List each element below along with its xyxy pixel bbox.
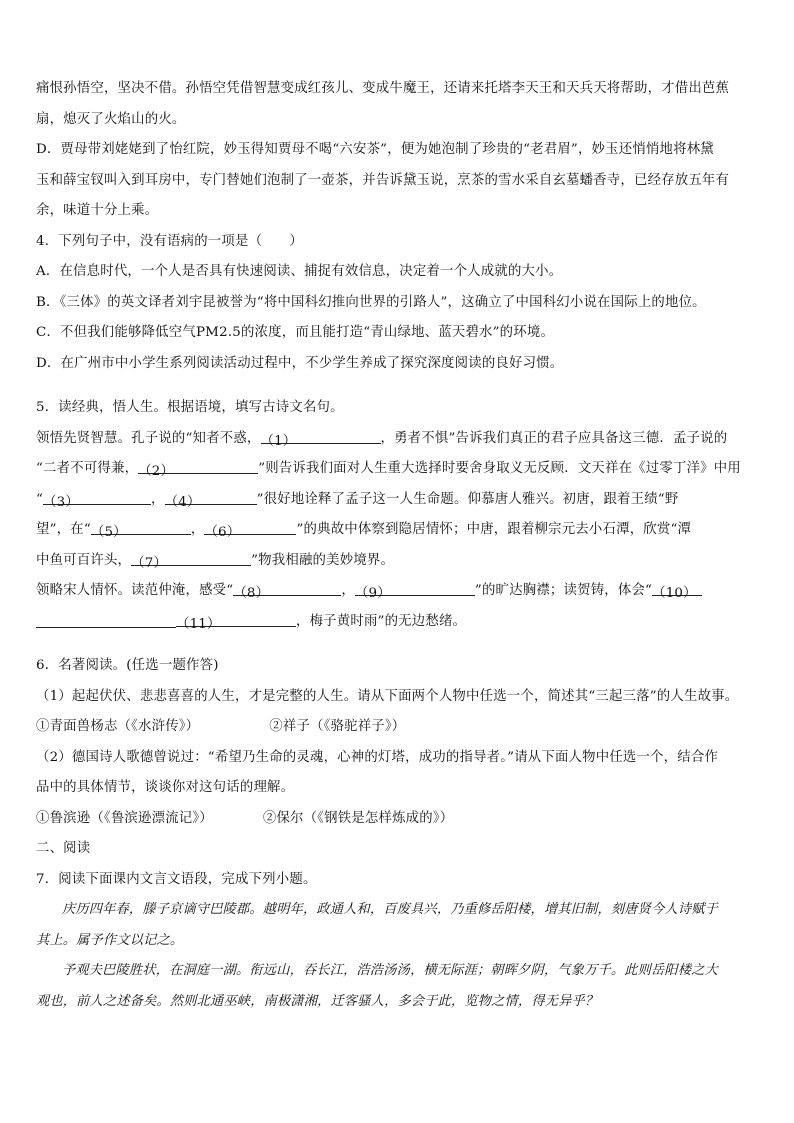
q3-option-d-line2: 玉和薛宝钗叫入到耳房中，专门替她们泡制了一壶茶，并告诉黛玉说，烹茶的雪水采自玄墓蟠香寺，已经存放五年有 <box>36 172 730 188</box>
fill-blank-11[interactable]: （11） <box>176 610 296 627</box>
q4-stem: 4．下列句子中，没有语病的一项是（ ） <box>36 233 303 249</box>
q5-text: ”的旷达胸襟；读贺铸，体会“ <box>474 583 653 598</box>
q5-line1 <box>36 424 758 455</box>
fill-blank-8[interactable]: （8） <box>233 579 341 596</box>
q6-part1-option2: ②祥子（《骆驼祥子》） <box>269 719 406 734</box>
q6-part1-options <box>36 712 758 743</box>
fill-blank-10-continued[interactable] <box>36 611 176 628</box>
q6-part2-line1: （2）德国诗人歌德曾说过：“希望乃生命的灵魂，心神的灯塔，成功的指导者。”请从下面人物中任选一个，结合作 <box>36 749 719 765</box>
exam-page <box>36 74 758 1017</box>
q5-text: ”很好地诠释了孟子这一人生命题。仰慕唐人雅兴。初唐，跟着王绩“野 <box>256 491 679 507</box>
q5-line4 <box>36 515 758 546</box>
q5-stem: 5．读经典，悟人生。根据语境，填写古诗文名句。 <box>36 400 344 415</box>
fill-blank-3[interactable]: （3） <box>43 488 151 505</box>
q7-stem: 7．阅读下面课内文言文语段，完成下列小题。 <box>36 871 317 887</box>
fill-blank-1[interactable]: （1） <box>261 427 381 444</box>
q6-part1-option1: ①青面兽杨志（《水浒传》） <box>36 719 200 734</box>
q6-part2-line2: 品中的具体情节，谈谈你对这句话的理解。 <box>36 780 295 795</box>
q5-line2 <box>36 454 758 485</box>
q5-text: ，梅子黄时雨”的无边愁绪。 <box>296 613 467 629</box>
fill-blank-7[interactable]: （7） <box>131 549 251 566</box>
q5-line6 <box>36 576 758 607</box>
q5-text: ”则告诉我们面对人生重大选择时要舍身取义无反顾．文天祥在《过零丁洋》中用 <box>258 461 741 476</box>
fill-blank-4[interactable]: （4） <box>165 488 257 505</box>
q6-part2-option2: ②保尔（《钢铁是怎样炼成的》） <box>262 810 454 826</box>
q5-text: “ <box>36 491 44 507</box>
q5-text: 中鱼可百许头， <box>36 552 132 568</box>
q5-text: 领悟先贤智慧。孔子说的“知者不惑， <box>36 430 261 446</box>
q6-part2-options <box>36 804 758 835</box>
q4-option-c: C．不但我们能够降低空气PM2.5的浓度，而且能打造“青山绿地、蓝天碧水”的环境。 <box>36 325 555 340</box>
q5-line5 <box>36 546 758 577</box>
q7-passage-line4: 观也，前人之述备矣。然则北通巫峡，南极潇湘，迁客骚人，多会于此，览物之情，得无异乎？ <box>36 993 599 1009</box>
fill-blank-5[interactable]: （5） <box>91 518 191 535</box>
q6-part2-option1: ①鲁滨逊（《鲁滨逊漂流记》） <box>36 810 213 826</box>
q7-passage-line1: 庆历四年春，滕子京谪守巴陵郡。越明年，政通人和，百废具兴，乃重修岳阳楼，增其旧制，刻唐贤今人诗赋于 <box>62 902 718 917</box>
section-heading: 二、阅读 <box>36 841 91 856</box>
q5-text: ”的典故中体察到隐居情怀；中唐，跟着柳宗元去小石潭，欣赏“潭 <box>296 522 692 537</box>
fill-blank-9[interactable]: （9） <box>355 579 475 596</box>
q5-text: ”物我相融的美妙境界。 <box>251 552 395 568</box>
q4-option-b: B．《三体》的英文译者刘宇昆被誉为“将中国科幻推向世界的引路人”，这确立了中国科幻小说在国际上的地位。 <box>36 294 706 310</box>
fill-blank-2[interactable]: （2） <box>138 457 258 474</box>
q5-text: 望”，在“ <box>36 522 91 537</box>
q5-text: “二者不可得兼， <box>36 461 139 476</box>
q6-stem: 6．名著阅读。(任选一题作答) <box>36 658 219 673</box>
q7-passage-line3: 予观夫巴陵胜状，在洞庭一湖。衔远山，吞长江，浩浩汤汤，横无际涯；朝晖夕阴，气象万千。此则岳阳楼之大 <box>62 963 718 978</box>
q7-passage-line2: 其上。属予作文以记之。 <box>36 932 184 948</box>
q5-text: ， <box>151 491 165 507</box>
q3-option-c-continued-line1: 痛恨孙悟空，坚决不借。孙悟空凭借智慧变成红孩儿、变成牛魔王，还请来托塔李天王和天兵天将帮助，才借出芭蕉 <box>36 81 730 96</box>
q5-text: 领略宋人情怀。读范仲淹，感受“ <box>36 583 234 598</box>
q5-line7 <box>36 607 758 638</box>
q5-line3 <box>36 485 758 516</box>
q5-text: ， <box>190 522 205 537</box>
q3-option-c-continued-line2: 扇，熄灭了火焰山的火。 <box>36 111 186 127</box>
fill-blank-10[interactable]: （10） <box>652 579 702 596</box>
fill-blank-6[interactable]: （6） <box>204 518 296 535</box>
q5-text: ，勇者不惧”告诉我们真正的君子应具备这三德．孟子说的 <box>380 430 728 446</box>
q4-option-a: A．在信息时代，一个人是否具有快速阅读、捕捉有效信息，决定着一个人成就的大小。 <box>36 264 563 279</box>
q3-option-d-line1: D．贾母带刘姥姥到了怡红院，妙玉得知贾母不喝“六安茶”，便为她泡制了珍贵的“老君眉”，妙玉还悄悄地将林黛 <box>36 142 714 157</box>
q3-option-d-line3: 余，味道十分上乘。 <box>36 203 159 218</box>
q5-text: ， <box>341 583 355 598</box>
q6-part1: （1）起起伏伏、悲悲喜喜的人生，才是完整的人生。请从下面两个人物中任选一个，简述其“三起三落”的人生故事。 <box>36 688 739 704</box>
q4-option-d: D．在广州市中小学生系列阅读活动过程中，不少学生养成了探究深度阅读的良好习惯。 <box>36 355 564 371</box>
